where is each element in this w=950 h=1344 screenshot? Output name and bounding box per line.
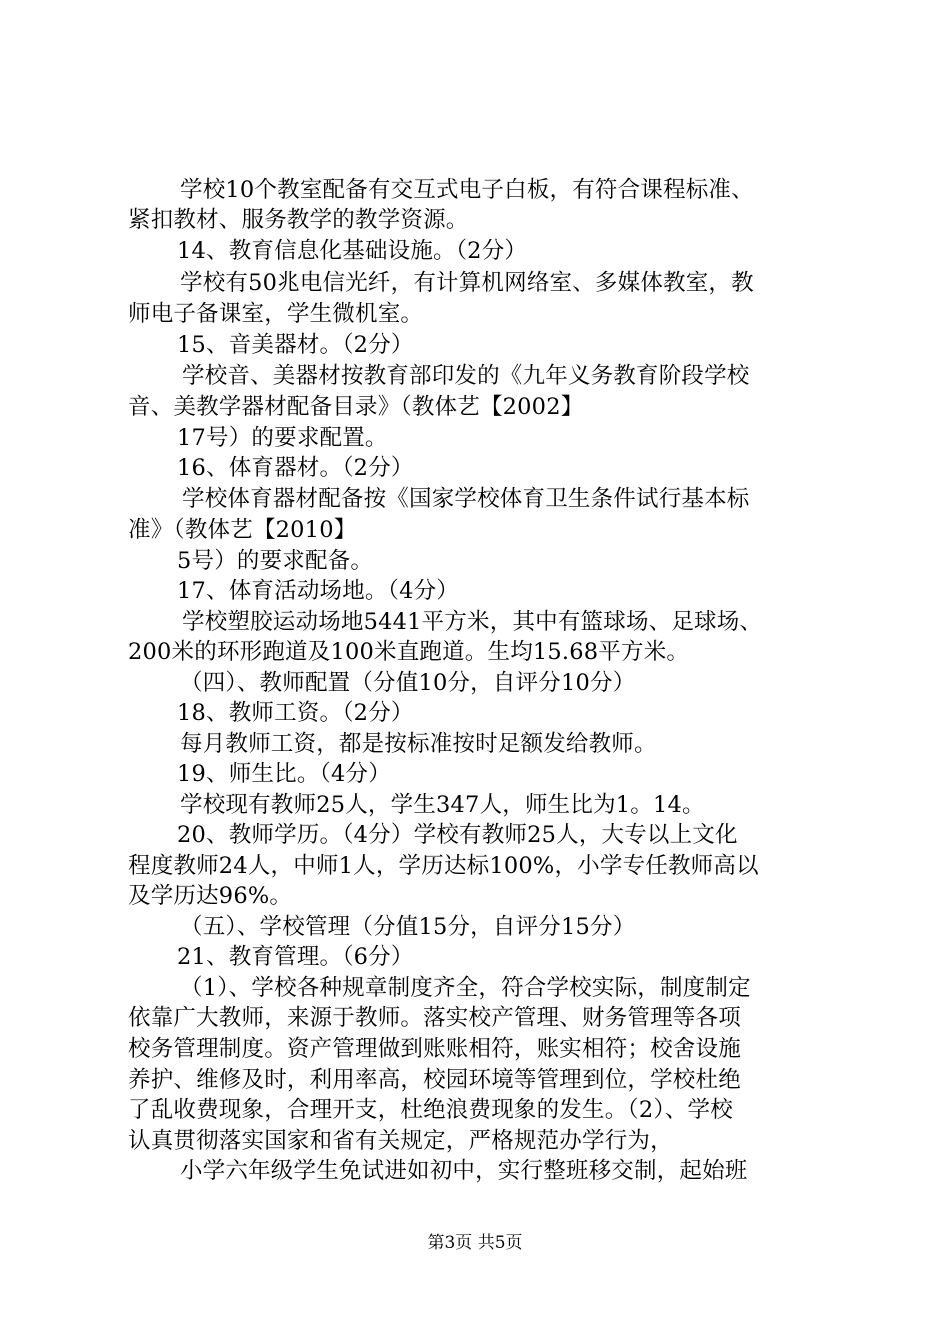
text-line: 紧扣教材、服务教学的教学资源。 xyxy=(128,207,469,233)
text-line: 及学历达96%。 xyxy=(128,883,293,909)
text-line: 19、师生比。（4分） xyxy=(177,761,391,787)
text-line: 16、体育器材。（2分） xyxy=(177,455,414,481)
text-line: 20、教师学历。（4分）学校有教师25人，大专以上文化 xyxy=(177,822,738,848)
section-heading: （四）、教师配置（分值10分，自评分10分） xyxy=(180,670,636,696)
text-line: 认真贯彻落实国家和省有关规定，严格规范办学行为， xyxy=(128,1128,673,1154)
text-line: 养护、维修及时，利用率高，校园环境等管理到位，学校杜绝 xyxy=(128,1067,741,1093)
text-line: 17、体育活动场地。（4分） xyxy=(177,578,459,604)
text-line: 学校10个教室配备有交互式电子白板，有符合课程标准、 xyxy=(180,177,754,203)
text-line: 21、教育管理。（6分） xyxy=(177,944,414,970)
text-line: 18、教师工资。（2分） xyxy=(177,700,414,726)
text-line: 学校有50兆电信光纤，有计算机网络室、多媒体教室，教 xyxy=(180,270,754,296)
text-line: 准》（教体艺【2010】 xyxy=(128,517,357,543)
text-line: 学校塑胶运动场地5441平方米，其中有篮球场、足球场、 xyxy=(182,609,763,635)
text-line: 每月教师工资，都是按标准按时足额发给教师。 xyxy=(180,731,657,757)
text-line: 学校音、美器材按教育部印发的《九年义务教育阶段学校 xyxy=(182,363,750,389)
text-line: 师电子备课室，学生微机室。 xyxy=(128,301,424,327)
text-line: 学校现有教师25人，学生347人，师生比为1。14。 xyxy=(180,792,705,818)
text-line: 了乱收费现象，合理开支，杜绝浪费现象的发生。（2）、学校 xyxy=(128,1097,733,1123)
text-line: 15、音美器材。（2分） xyxy=(177,332,414,358)
section-heading: （五）、学校管理（分值15分，自评分15分） xyxy=(180,914,636,940)
page-footer: 第3页 共5页 xyxy=(427,1233,523,1253)
text-line: 17号）的要求配置。 xyxy=(177,425,388,451)
text-line: 音、美教学器材配备目录》（教体艺【2002】 xyxy=(128,394,584,420)
text-line: 依靠广大教师，来源于教师。落实校产管理、财务管理等各项 xyxy=(128,1005,741,1031)
text-line: 14、教育信息化基础设施。（2分） xyxy=(177,238,528,264)
text-line: 200米的环形跑道及100米直跑道。生均15.68平方米。 xyxy=(128,639,690,665)
text-line: 5号）的要求配备。 xyxy=(177,548,374,574)
text-line: （1）、学校各种规章制度齐全，符合学校实际，制度制定 xyxy=(180,975,751,1001)
text-line: 小学六年级学生免试进如初中，实行整班移交制，起始班 xyxy=(180,1158,748,1184)
text-line: 校务管理制度。资产管理做到账账相符，账实相符；校舍设施 xyxy=(128,1036,741,1062)
text-line: 程度教师24人，中师1人，学历达标100%，小学专任教师高以 xyxy=(128,853,759,879)
text-line: 学校体育器材配备按《国家学校体育卫生条件试行基本标 xyxy=(182,486,750,512)
